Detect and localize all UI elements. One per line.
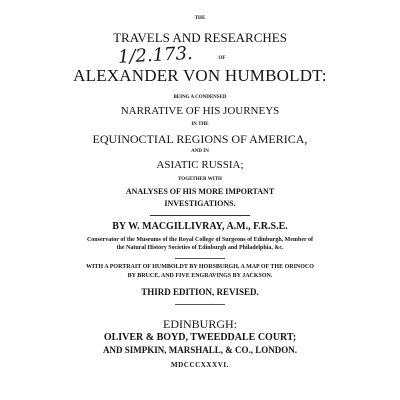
subtitle-analyses: ANALYSES OF HIS MORE IMPORTANT [125, 187, 275, 196]
subtitle-investigations: INVESTIGATIONS. [164, 199, 236, 208]
title-line-1: TRAVELS AND RESEARCHES [113, 30, 287, 45]
illustrations-line-1: WITH A PORTRAIT OF HUMBOLDT BY HORSBURGH, A MAP OF THE ORINOCO [86, 264, 314, 270]
author-description-2: the Natural History Societies of Edinburgh and Philadelphia, &c. [116, 245, 284, 251]
subtitle-narrative: NARRATIVE OF HIS JOURNEYS [120, 105, 280, 117]
imprint-publisher-1: OLIVER & BOYD, TWEEDDALE COURT; [103, 332, 297, 343]
title-line-2: ALEXANDER VON HUMBOLDT: [73, 66, 327, 85]
subtitle-regions: EQUINOCTIAL REGIONS OF AMERICA, [92, 132, 308, 146]
subtitle-being: BEING A CONDENSED [173, 95, 227, 100]
subtitle-russia: ASIATIC RUSSIA; [156, 159, 244, 171]
separator-rule [150, 215, 250, 216]
author-line: BY W. MACGILLIVRAY, A.M., F.R.S.E. [112, 221, 288, 232]
edition-line: THIRD EDITION, REVISED. [141, 287, 259, 297]
of-word: OF [218, 56, 226, 61]
subtitle-together: TOGETHER WITH [178, 177, 222, 182]
author-description-1: Conservator of the Museums of the Royal College of Surgeons of Edinburgh, Member of [86, 237, 314, 243]
imprint-year: MDCCCXXXVI. [170, 361, 230, 369]
imprint-place: EDINBURGH: [163, 317, 237, 331]
illustrations-line-2: BY BRUCE, AND FIVE ENGRAVINGS BY JACKSON. [127, 273, 273, 279]
subtitle-and-in: AND IN [191, 149, 209, 154]
subtitle-in-the: IN THE [191, 122, 209, 127]
the-word: THE [194, 16, 206, 21]
separator-rule-short [175, 258, 225, 259]
imprint-publisher-2: AND SIMPKIN, MARSHALL, & CO., LONDON. [102, 345, 297, 355]
handwritten-shelfmark: 1/2.173. [117, 42, 194, 68]
separator-rule-edition [175, 304, 225, 305]
